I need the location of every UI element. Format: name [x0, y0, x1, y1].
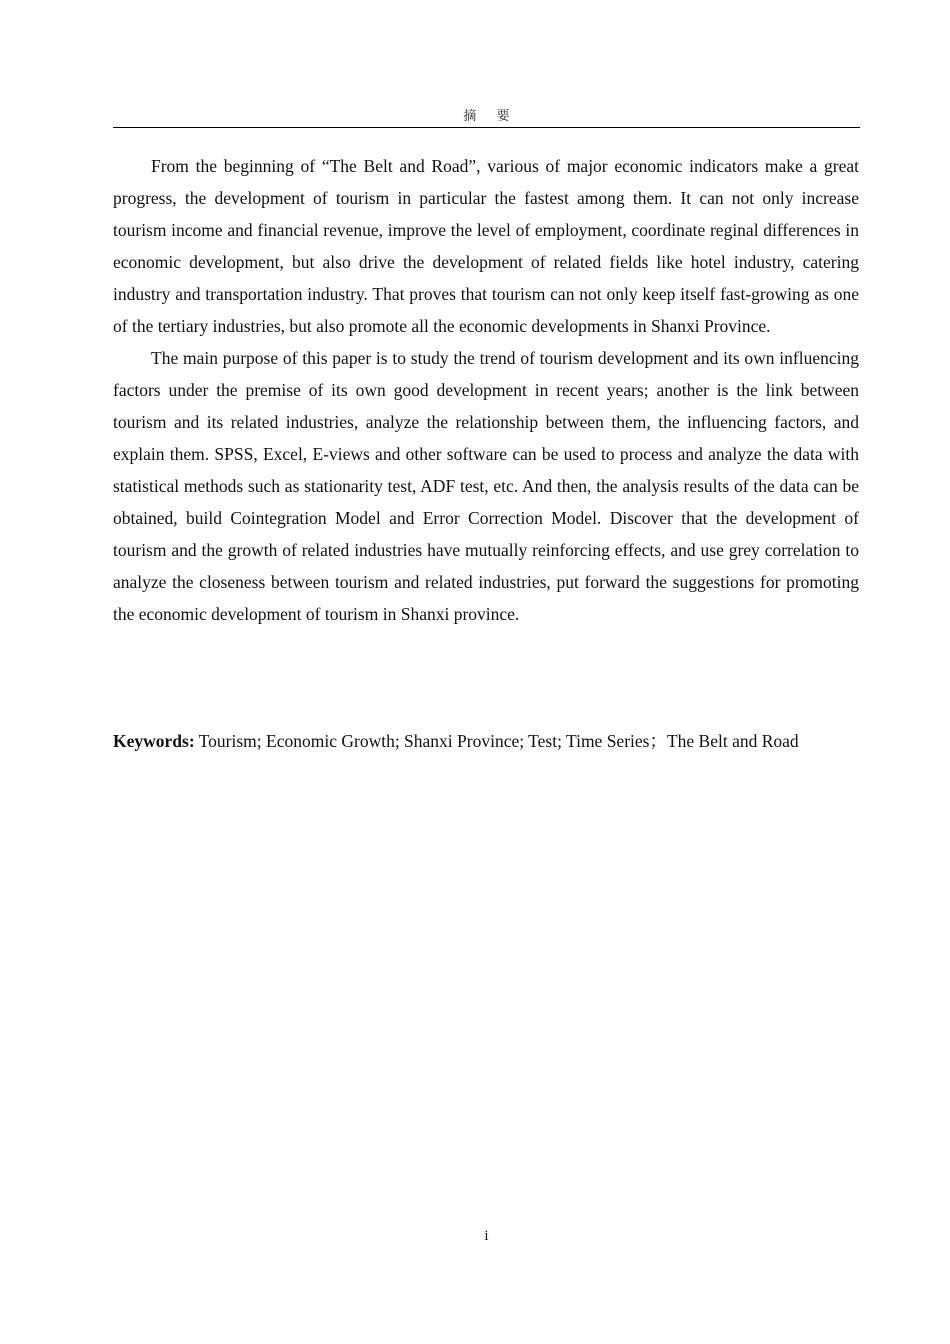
keywords-label: Keywords: — [113, 731, 195, 751]
abstract-paragraph-1: From the beginning of “The Belt and Road”, various of major economic indicators make a great progress, the development of tourism in particular the fastest among them. It can not only increase tourism income and financial revenue, improve the level of employment, coordinate reginal differences in economic development, but also drive the development of related fields like hotel industry, catering industry and transportation industry. That proves that tourism can not only keep itself fast-growing as one of the tertiary industries, but also promote all the economic developments in Shanxi Province. — [113, 156, 859, 336]
abstract-body — [113, 150, 859, 630]
header-title: 摘 要 — [463, 109, 518, 124]
keywords-text: Tourism; Economic Growth; Shanxi Province; Test; Time Series；The Belt and Road — [198, 731, 799, 751]
abstract-paragraph-2: The main purpose of this paper is to study the trend of tourism development and its own influencing factors under the premise of its own good development in recent years; another is the link between tourism and its related industries, analyze the relationship between them, the influencing factors, and explain them. SPSS, Excel, E-views and other software can be used to process and analyze the data with statistical methods such as stationarity test, ADF test, etc. And then, the analysis results of the data can be obtained, build Cointegration Model and Error Correction Model. Discover that the development of tourism and the growth of related industries have mutually reinforcing effects, and use grey correlation to analyze the closeness between tourism and related industries, put forward the suggestions for promoting the economic development of tourism in Shanxi province. — [113, 348, 859, 624]
keywords-line — [113, 725, 873, 757]
running-header — [113, 108, 860, 128]
page-number: i — [484, 1228, 489, 1244]
